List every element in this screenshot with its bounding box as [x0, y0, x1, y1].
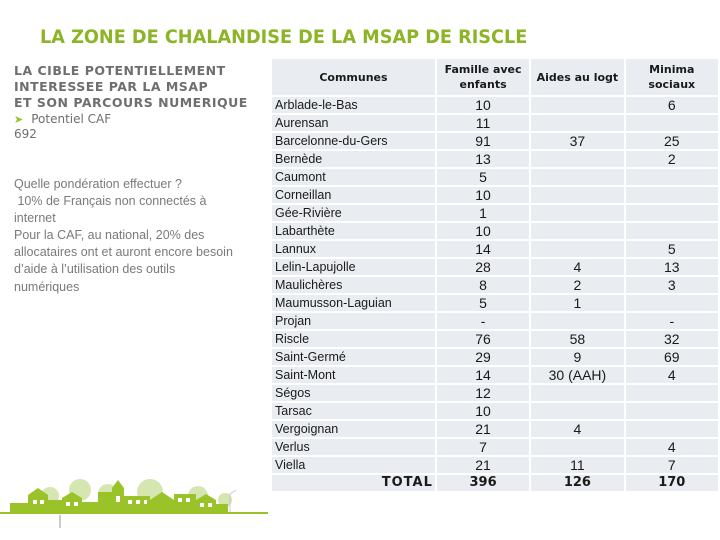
famille-cell: 91: [436, 132, 530, 150]
potentiel-caf-bullet: [14, 112, 111, 126]
famille-cell: 21: [436, 420, 530, 438]
aides-cell: [530, 96, 624, 114]
aides-cell: 2: [530, 276, 624, 294]
minima-cell: 2: [625, 150, 719, 168]
village-illustration: [0, 470, 268, 540]
table-row: [271, 132, 719, 150]
commune-cell: Labarthète: [271, 222, 436, 240]
minima-cell: [625, 384, 719, 402]
famille-cell: 8: [436, 276, 530, 294]
famille-cell: 11: [436, 114, 530, 132]
note-line: Quelle pondération effectuer ?: [14, 177, 182, 191]
aides-cell: 9: [530, 348, 624, 366]
minima-cell: 6: [625, 96, 719, 114]
note-line: Pour la CAF, au national, 20% des: [14, 228, 205, 243]
subtitle-line: LA CIBLE POTENTIELLEMENT: [14, 63, 226, 78]
total-aides: 126: [530, 474, 624, 492]
aides-cell: [530, 438, 624, 456]
header-famille-line1: Famille avec: [444, 63, 522, 76]
commune-cell: Lannux: [271, 240, 436, 258]
minima-cell: 4: [625, 366, 719, 384]
famille-cell: 29: [436, 348, 530, 366]
potentiel-caf-value: 692: [14, 127, 37, 141]
minima-cell: [625, 420, 719, 438]
famille-cell: 14: [436, 240, 530, 258]
header-famille-line2: enfants: [459, 78, 507, 91]
aides-cell: 11: [530, 456, 624, 474]
minima-cell: [625, 186, 719, 204]
table-row: [271, 330, 719, 348]
communes-table: [270, 57, 720, 493]
section-subtitle: [14, 63, 248, 111]
minima-cell: [625, 204, 719, 222]
table-header-row: [271, 58, 719, 96]
famille-cell: 10: [436, 186, 530, 204]
minima-cell: [625, 222, 719, 240]
minima-cell: 13: [625, 258, 719, 276]
aides-cell: 4: [530, 258, 624, 276]
famille-cell: 28: [436, 258, 530, 276]
note-line: allocataires ont et auront encore besoin: [14, 245, 233, 260]
note-line: 10% de Français non connectés à: [14, 194, 207, 209]
header-minima: Minima sociaux: [625, 58, 719, 96]
commune-cell: Maumusson-Laguian: [271, 294, 436, 312]
aides-cell: 58: [530, 330, 624, 348]
weighting-note: [14, 176, 264, 296]
commune-cell: Riscle: [271, 330, 436, 348]
famille-cell: 10: [436, 96, 530, 114]
table-row: [271, 420, 719, 438]
minima-cell: [625, 402, 719, 420]
famille-cell: 7: [436, 438, 530, 456]
commune-cell: Ségos: [271, 384, 436, 402]
minima-cell: 32: [625, 330, 719, 348]
minima-cell: [625, 168, 719, 186]
table-row: [271, 312, 719, 330]
famille-cell: 5: [436, 294, 530, 312]
aides-cell: 4: [530, 420, 624, 438]
famille-cell: 1: [436, 204, 530, 222]
minima-cell: 3: [625, 276, 719, 294]
table-row: [271, 366, 719, 384]
table-row: [271, 222, 719, 240]
table-row: [271, 186, 719, 204]
minima-cell: 69: [625, 348, 719, 366]
minima-cell: 7: [625, 456, 719, 474]
table-row: [271, 96, 719, 114]
aides-cell: [530, 186, 624, 204]
subtitle-line: ET SON PARCOURS NUMERIQUE: [14, 95, 248, 110]
table-row: [271, 438, 719, 456]
total-minima: 170: [625, 474, 719, 492]
famille-cell: 76: [436, 330, 530, 348]
aides-cell: 30 (AAH): [530, 366, 624, 384]
table-row: [271, 276, 719, 294]
commune-cell: Gée-Rivière: [271, 204, 436, 222]
header-famille: [436, 58, 530, 96]
table-row: [271, 204, 719, 222]
minima-cell: 5: [625, 240, 719, 258]
table-row: [271, 402, 719, 420]
commune-cell: Arblade-le-Bas: [271, 96, 436, 114]
subtitle-line: INTERESSEE PAR LA MSAP: [14, 79, 209, 94]
commune-cell: Tarsac: [271, 402, 436, 420]
aides-cell: [530, 240, 624, 258]
table-row: [271, 294, 719, 312]
aides-cell: [530, 168, 624, 186]
commune-cell: Lelin-Lapujolle: [271, 258, 436, 276]
aides-cell: [530, 114, 624, 132]
commune-cell: Saint-Germé: [271, 348, 436, 366]
commune-cell: Projan: [271, 312, 436, 330]
commune-cell: Viella: [271, 456, 436, 474]
famille-cell: 12: [436, 384, 530, 402]
note-line: numériques: [14, 279, 80, 294]
table-row: [271, 150, 719, 168]
table-row: [271, 348, 719, 366]
famille-cell: 10: [436, 402, 530, 420]
commune-cell: Saint-Mont: [271, 366, 436, 384]
commune-cell: Aurensan: [271, 114, 436, 132]
famille-cell: 14: [436, 366, 530, 384]
aides-cell: 1: [530, 294, 624, 312]
aides-cell: [530, 222, 624, 240]
aides-cell: [530, 312, 624, 330]
commune-cell: Maulichères: [271, 276, 436, 294]
table-row: [271, 258, 719, 276]
header-communes: Communes: [271, 58, 436, 96]
table-row: [271, 240, 719, 258]
famille-cell: 13: [436, 150, 530, 168]
total-famille: 396: [436, 474, 530, 492]
aides-cell: [530, 402, 624, 420]
bullet-label: Potentiel CAF: [31, 112, 112, 126]
aides-cell: 37: [530, 132, 624, 150]
commune-cell: Verlus: [271, 438, 436, 456]
note-line: internet: [14, 211, 56, 226]
commune-cell: Barcelonne-du-Gers: [271, 132, 436, 150]
minima-cell: 25: [625, 132, 719, 150]
minima-cell: 4: [625, 438, 719, 456]
commune-cell: Vergoignan: [271, 420, 436, 438]
aides-cell: [530, 204, 624, 222]
commune-cell: Corneillan: [271, 186, 436, 204]
table-row: [271, 168, 719, 186]
table-row: [271, 456, 719, 474]
arrow-bullet-icon: ➤: [14, 113, 24, 126]
famille-cell: -: [436, 312, 530, 330]
aides-cell: [530, 150, 624, 168]
header-aides: Aides au logt: [530, 58, 624, 96]
aides-cell: [530, 384, 624, 402]
slide-title: LA ZONE DE CHALANDISE DE LA MSAP DE RISCLE: [40, 26, 528, 48]
minima-cell: [625, 294, 719, 312]
famille-cell: 5: [436, 168, 530, 186]
minima-cell: [625, 114, 719, 132]
total-row: [271, 474, 719, 492]
famille-cell: 10: [436, 222, 530, 240]
note-line: d’aide à l’utilisation des outils: [14, 262, 176, 277]
total-label: TOTAL: [271, 474, 436, 492]
table-row: [271, 384, 719, 402]
commune-cell: Caumont: [271, 168, 436, 186]
famille-cell: 21: [436, 456, 530, 474]
minima-cell: -: [625, 312, 719, 330]
commune-cell: Bernède: [271, 150, 436, 168]
table-row: [271, 114, 719, 132]
